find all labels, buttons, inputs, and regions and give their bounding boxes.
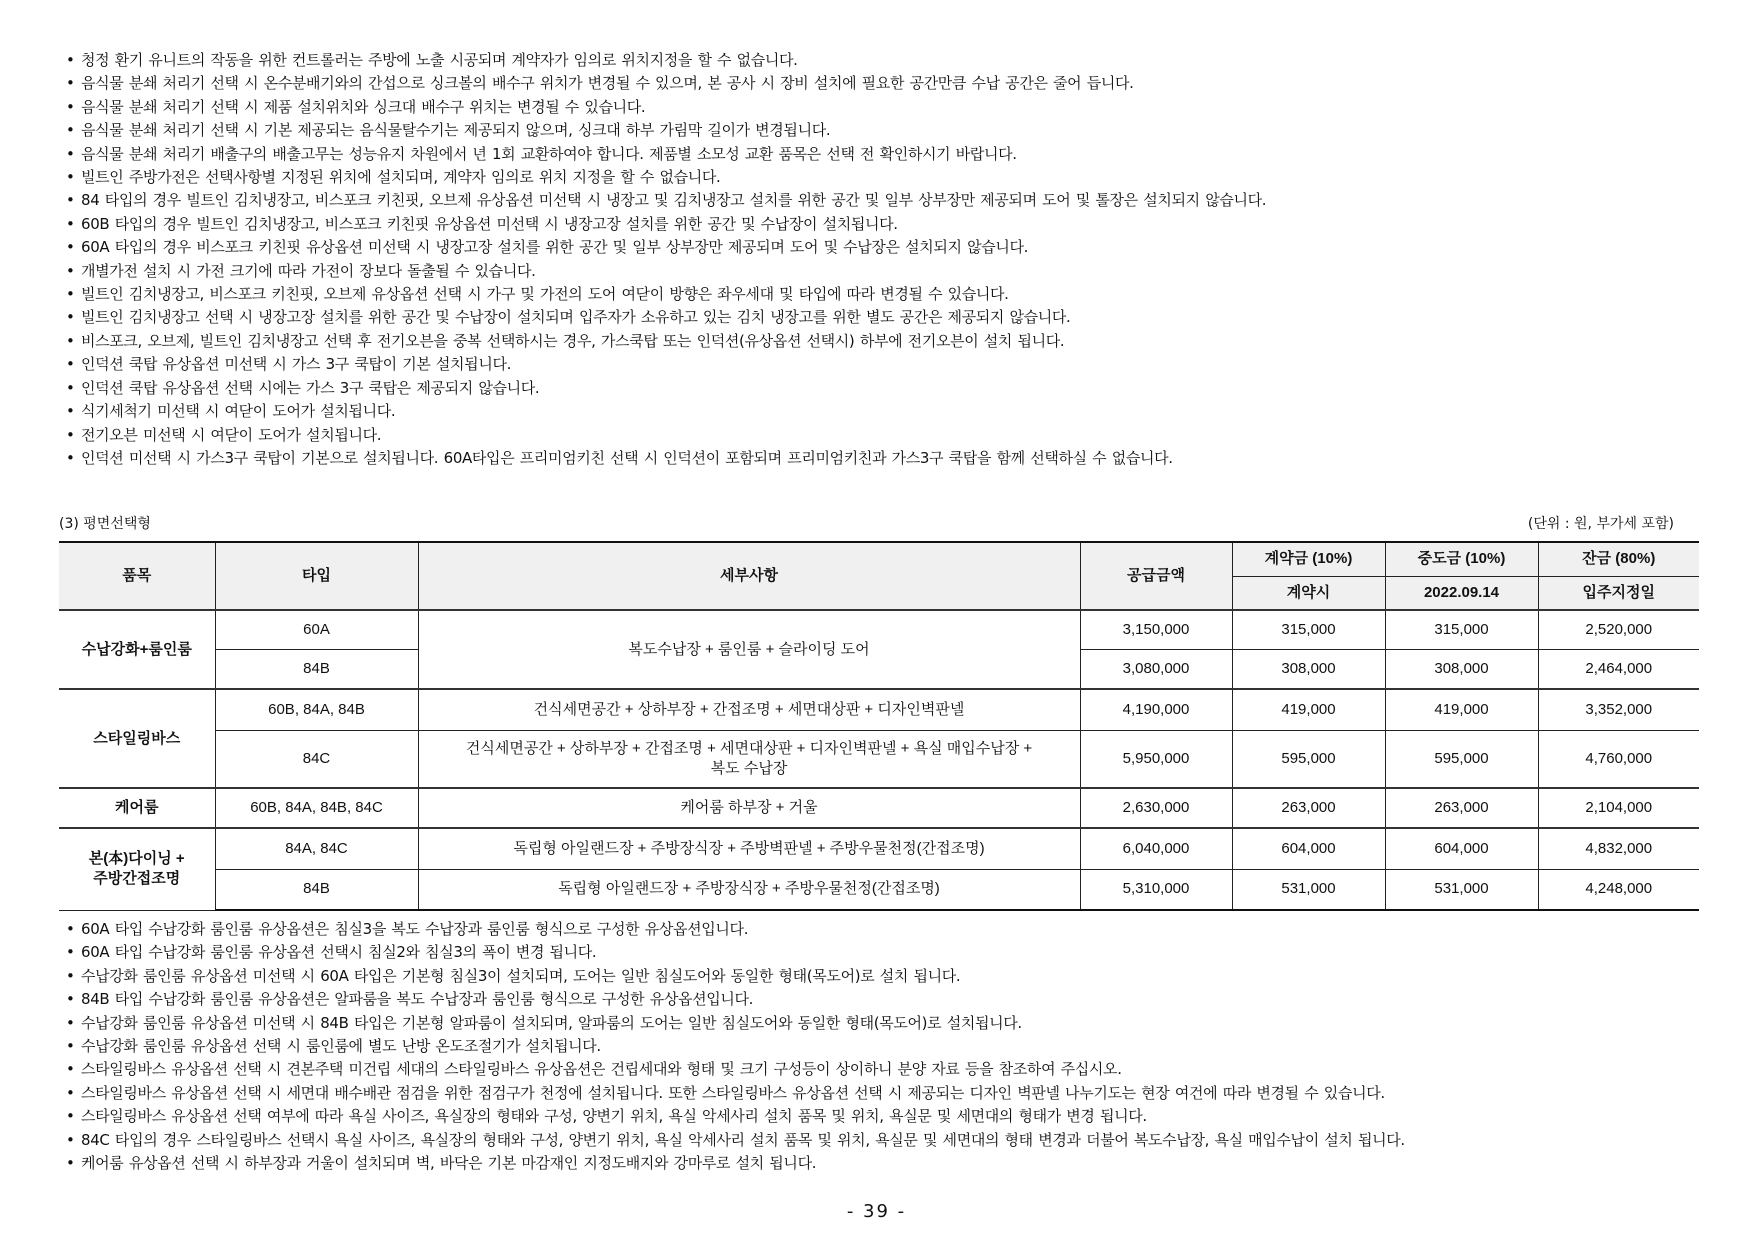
supply-cell: 4,190,000: [1080, 689, 1232, 730]
note-item: • 수납강화 룸인룸 유상옵션 미선택 시 60A 타입은 기본형 침실3이 설치되며, 도어는 일반 침실도어와 동일한 형태(목도어)로 설치 됩니다.: [66, 965, 1405, 988]
supply-cell: 6,040,000: [1080, 828, 1232, 869]
note-item: • 60A 타입 수납강화 룸인룸 유상옵션은 침실3을 복도 수납장과 룸인룸 형식으로 구성한 유상옵션입니다.: [66, 918, 1405, 941]
note-item: • 청정 환기 유니트의 작동을 위한 컨트롤러는 주방에 노출 시공되며 계약자가 임의로 위치지정을 할 수 없습니다.: [66, 49, 1266, 72]
balance-cell: 2,104,000: [1538, 788, 1699, 828]
middle-cell: 263,000: [1385, 788, 1538, 828]
note-item: • 개별가전 설치 시 가전 크기에 따라 가전이 장보다 돌출될 수 있습니다.: [66, 260, 1266, 283]
header-detail: 세부사항: [418, 542, 1080, 610]
detail-cell: [418, 730, 1080, 788]
header-middle: 중도금 (10%): [1385, 542, 1538, 576]
note-item: • 인덕션 쿡탑 유상옵션 선택 시에는 가스 3구 쿡탑은 제공되지 않습니다.: [66, 377, 1266, 400]
note-item: • 음식물 분쇄 처리기 선택 시 제품 설치위치와 싱크대 배수구 위치는 변경될 수 있습니다.: [66, 96, 1266, 119]
supply-cell: 5,950,000: [1080, 730, 1232, 788]
table-row: [59, 730, 1699, 788]
unit-note: (단위 : 원, 부가세 포함): [1527, 516, 1674, 532]
note-item: • 빌트인 주방가전은 선택사항별 지정된 위치에 설치되며, 계약자 임의로 위치 지정을 할 수 없습니다.: [66, 166, 1266, 189]
item-cell: [59, 828, 215, 910]
note-item: • 빌트인 김치냉장고, 비스포크 키친핏, 오브제 유상옵션 선택 시 가구 및 가전의 도어 여닫이 방향은 좌우세대 및 타입에 따라 변경될 수 있습니다.: [66, 283, 1266, 306]
middle-cell: 604,000: [1385, 828, 1538, 869]
balance-cell: 4,832,000: [1538, 828, 1699, 869]
header-balance: 잔금 (80%): [1538, 542, 1699, 576]
header-type: 타입: [215, 542, 418, 610]
section-title: (3) 평면선택형: [59, 516, 151, 532]
contract-cell: 263,000: [1232, 788, 1385, 828]
contract-cell: 531,000: [1232, 869, 1385, 910]
note-item: • 전기오븐 미선택 시 여닫이 도어가 설치됩니다.: [66, 424, 1266, 447]
table-row: [59, 828, 1699, 869]
table-row: [59, 869, 1699, 910]
table-row: [59, 689, 1699, 730]
note-item: • 스타일링바스 유상옵션 선택 시 견본주택 미건립 세대의 스타일링바스 유상옵션은 건립세대와 형태 및 크기 구성등이 상이하니 분양 자료 등을 참조하여 주십시오.: [66, 1058, 1405, 1081]
detail-cell: 건식세면공간 + 상하부장 + 간접조명 + 세면대상판 + 디자인벽판넬: [418, 689, 1080, 730]
type-cell: 60B, 84A, 84B, 84C: [215, 788, 418, 828]
middle-cell: 419,000: [1385, 689, 1538, 730]
note-item: • 케어룸 유상옵션 선택 시 하부장과 거울이 설치되며 벽, 바닥은 기본 마감재인 지정도배지와 강마루로 설치 됩니다.: [66, 1152, 1405, 1175]
balance-cell: 3,352,000: [1538, 689, 1699, 730]
note-item: • 음식물 분쇄 처리기 선택 시 온수분배기와의 간섭으로 싱크볼의 배수구 위치가 변경될 수 있으며, 본 공사 시 장비 설치에 필요한 공간만큼 수납 공간은 줄어 듭니다.: [66, 72, 1266, 95]
header-middle-date: 2022.09.14: [1385, 576, 1538, 610]
supply-cell: 5,310,000: [1080, 869, 1232, 910]
section-header: [59, 513, 1674, 535]
detail-line: 건식세면공간 + 상하부장 + 간접조명 + 세면대상판 + 디자인벽판넬 + 욕실 매입수납장 +: [465, 739, 1033, 757]
type-cell: 60A: [215, 610, 418, 649]
note-item: • 스타일링바스 유상옵션 선택 여부에 따라 욕실 사이즈, 욕실장의 형태와 구성, 양변기 위치, 욕실 악세사리 설치 품목 및 위치, 욕실문 및 세면대의 형태가 변경 됩니다.: [66, 1105, 1405, 1128]
note-item: • 수납강화 룸인룸 유상옵션 선택 시 룸인룸에 별도 난방 온도조절기가 설치됩니다.: [66, 1035, 1405, 1058]
balance-cell: 4,248,000: [1538, 869, 1699, 910]
note-item: • 음식물 분쇄 처리기 선택 시 기본 제공되는 음식물탈수기는 제공되지 않으며, 싱크대 하부 가림막 길이가 변경됩니다.: [66, 119, 1266, 142]
detail-cell: 독립형 아일랜드장 + 주방장식장 + 주방벽판넬 + 주방우물천정(간접조명): [418, 828, 1080, 869]
header-balance-date: 입주지정일: [1538, 576, 1699, 610]
note-item: • 비스포크, 오브제, 빌트인 김치냉장고 선택 후 전기오븐을 중복 선택하시는 경우, 가스쿡탑 또는 인덕션(유상옵션 선택시) 하부에 전기오븐이 설치 됩니다.: [66, 330, 1266, 353]
table-row: [59, 610, 1699, 649]
contract-cell: 419,000: [1232, 689, 1385, 730]
note-item: • 60A 타입 수납강화 룸인룸 유상옵션 선택시 침실2와 침실3의 폭이 변경 됩니다.: [66, 941, 1405, 964]
balance-cell: 2,464,000: [1538, 649, 1699, 689]
note-item: • 인덕션 쿡탑 유상옵션 미선택 시 가스 3구 쿡탑이 기본 설치됩니다.: [66, 353, 1266, 376]
type-cell: 84A, 84C: [215, 828, 418, 869]
note-item: • 60B 타입의 경우 빌트인 김치냉장고, 비스포크 키친핏 유상옵션 미선택 시 냉장고장 설치를 위한 공간 및 수납장이 설치됩니다.: [66, 213, 1266, 236]
note-item: • 수납강화 룸인룸 유상옵션 미선택 시 84B 타입은 기본형 알파룸이 설치되며, 알파룸의 도어는 일반 침실도어와 동일한 형태(목도어)로 설치됩니다.: [66, 1012, 1405, 1035]
option-price-table: [59, 541, 1699, 911]
detail-line: 복도 수납장: [710, 759, 788, 777]
note-item: • 84C 타입의 경우 스타일링바스 선택시 욕실 사이즈, 욕실장의 형태와 구성, 양변기 위치, 욕실 악세사리 설치 품목 및 위치, 욕실문 및 세면대의 형태 변경과 더불어 복도수납장, 욕실 매입수납이 설치 됩니다.: [66, 1129, 1405, 1152]
header-contract-date: 계약시: [1232, 576, 1385, 610]
item-cell: 수납강화+룸인룸: [59, 610, 215, 689]
option-notes-list: [66, 918, 1405, 1175]
middle-cell: 595,000: [1385, 730, 1538, 788]
header-contract: 계약금 (10%): [1232, 542, 1385, 576]
table-row: [59, 788, 1699, 828]
note-item: • 84B 타입 수납강화 룸인룸 유상옵션은 알파룸을 복도 수납장과 룸인룸 형식으로 구성한 유상옵션입니다.: [66, 988, 1405, 1011]
supply-cell: 3,080,000: [1080, 649, 1232, 689]
detail-cell: 독립형 아일랜드장 + 주방장식장 + 주방우물천정(간접조명): [418, 869, 1080, 910]
page-number: - 39 -: [846, 1201, 907, 1222]
type-cell: 84C: [215, 730, 418, 788]
contract-cell: 604,000: [1232, 828, 1385, 869]
note-item: • 60A 타입의 경우 비스포크 키친핏 유상옵션 미선택 시 냉장고장 설치를 위한 공간 및 일부 상부장만 제공되며 도어 및 수납장은 설치되지 않습니다.: [66, 236, 1266, 259]
kitchen-notes-list: [66, 49, 1266, 470]
note-item: • 식기세척기 미선택 시 여닫이 도어가 설치됩니다.: [66, 400, 1266, 423]
detail-cell: 복도수납장 + 룸인룸 + 슬라이딩 도어: [418, 610, 1080, 689]
item-line: 본(本)다이닝 +: [88, 850, 185, 868]
middle-cell: 531,000: [1385, 869, 1538, 910]
balance-cell: 4,760,000: [1538, 730, 1699, 788]
balance-cell: 2,520,000: [1538, 610, 1699, 649]
header-item: 품목: [59, 542, 215, 610]
detail-cell: 케어룸 하부장 + 거울: [418, 788, 1080, 828]
supply-cell: 2,630,000: [1080, 788, 1232, 828]
type-cell: 60B, 84A, 84B: [215, 689, 418, 730]
type-cell: 84B: [215, 869, 418, 910]
header-supply: 공급금액: [1080, 542, 1232, 610]
item-cell: 케어룸: [59, 788, 215, 828]
contract-cell: 595,000: [1232, 730, 1385, 788]
note-item: • 84 타입의 경우 빌트인 김치냉장고, 비스포크 키친핏, 오브제 유상옵션 미선택 시 냉장고 및 김치냉장고 설치를 위한 공간 및 일부 상부장만 제공되며 도어 및 톨장은 설치되지 않습니다.: [66, 189, 1266, 212]
type-cell: 84B: [215, 649, 418, 689]
middle-cell: 308,000: [1385, 649, 1538, 689]
contract-cell: 315,000: [1232, 610, 1385, 649]
note-item: • 음식물 분쇄 처리기 배출구의 배출고무는 성능유지 차원에서 년 1회 교환하여야 합니다. 제품별 소모성 교환 품목은 선택 전 확인하시기 바랍니다.: [66, 143, 1266, 166]
item-line: 주방간접조명: [93, 870, 181, 888]
middle-cell: 315,000: [1385, 610, 1538, 649]
note-item: • 빌트인 김치냉장고 선택 시 냉장고장 설치를 위한 공간 및 수납장이 설치되며 입주자가 소유하고 있는 김치 냉장고를 위한 별도 공간은 제공되지 않습니다.: [66, 306, 1266, 329]
item-cell: 스타일링바스: [59, 689, 215, 788]
supply-cell: 3,150,000: [1080, 610, 1232, 649]
contract-cell: 308,000: [1232, 649, 1385, 689]
note-item: • 인덕션 미선택 시 가스3구 쿡탑이 기본으로 설치됩니다. 60A타입은 프리미엄키친 선택 시 인덕션이 포함되며 프리미엄키친과 가스3구 쿡탑을 함께 선택하실 수 없습니다.: [66, 447, 1266, 470]
note-item: • 스타일링바스 유상옵션 선택 시 세면대 배수배관 점검을 위한 점검구가 천정에 설치됩니다. 또한 스타일링바스 유상옵션 선택 시 제공되는 디자인 벽판넬 나누기도는 현장 여건에 따라 변경될 수 있습니다.: [66, 1082, 1405, 1105]
